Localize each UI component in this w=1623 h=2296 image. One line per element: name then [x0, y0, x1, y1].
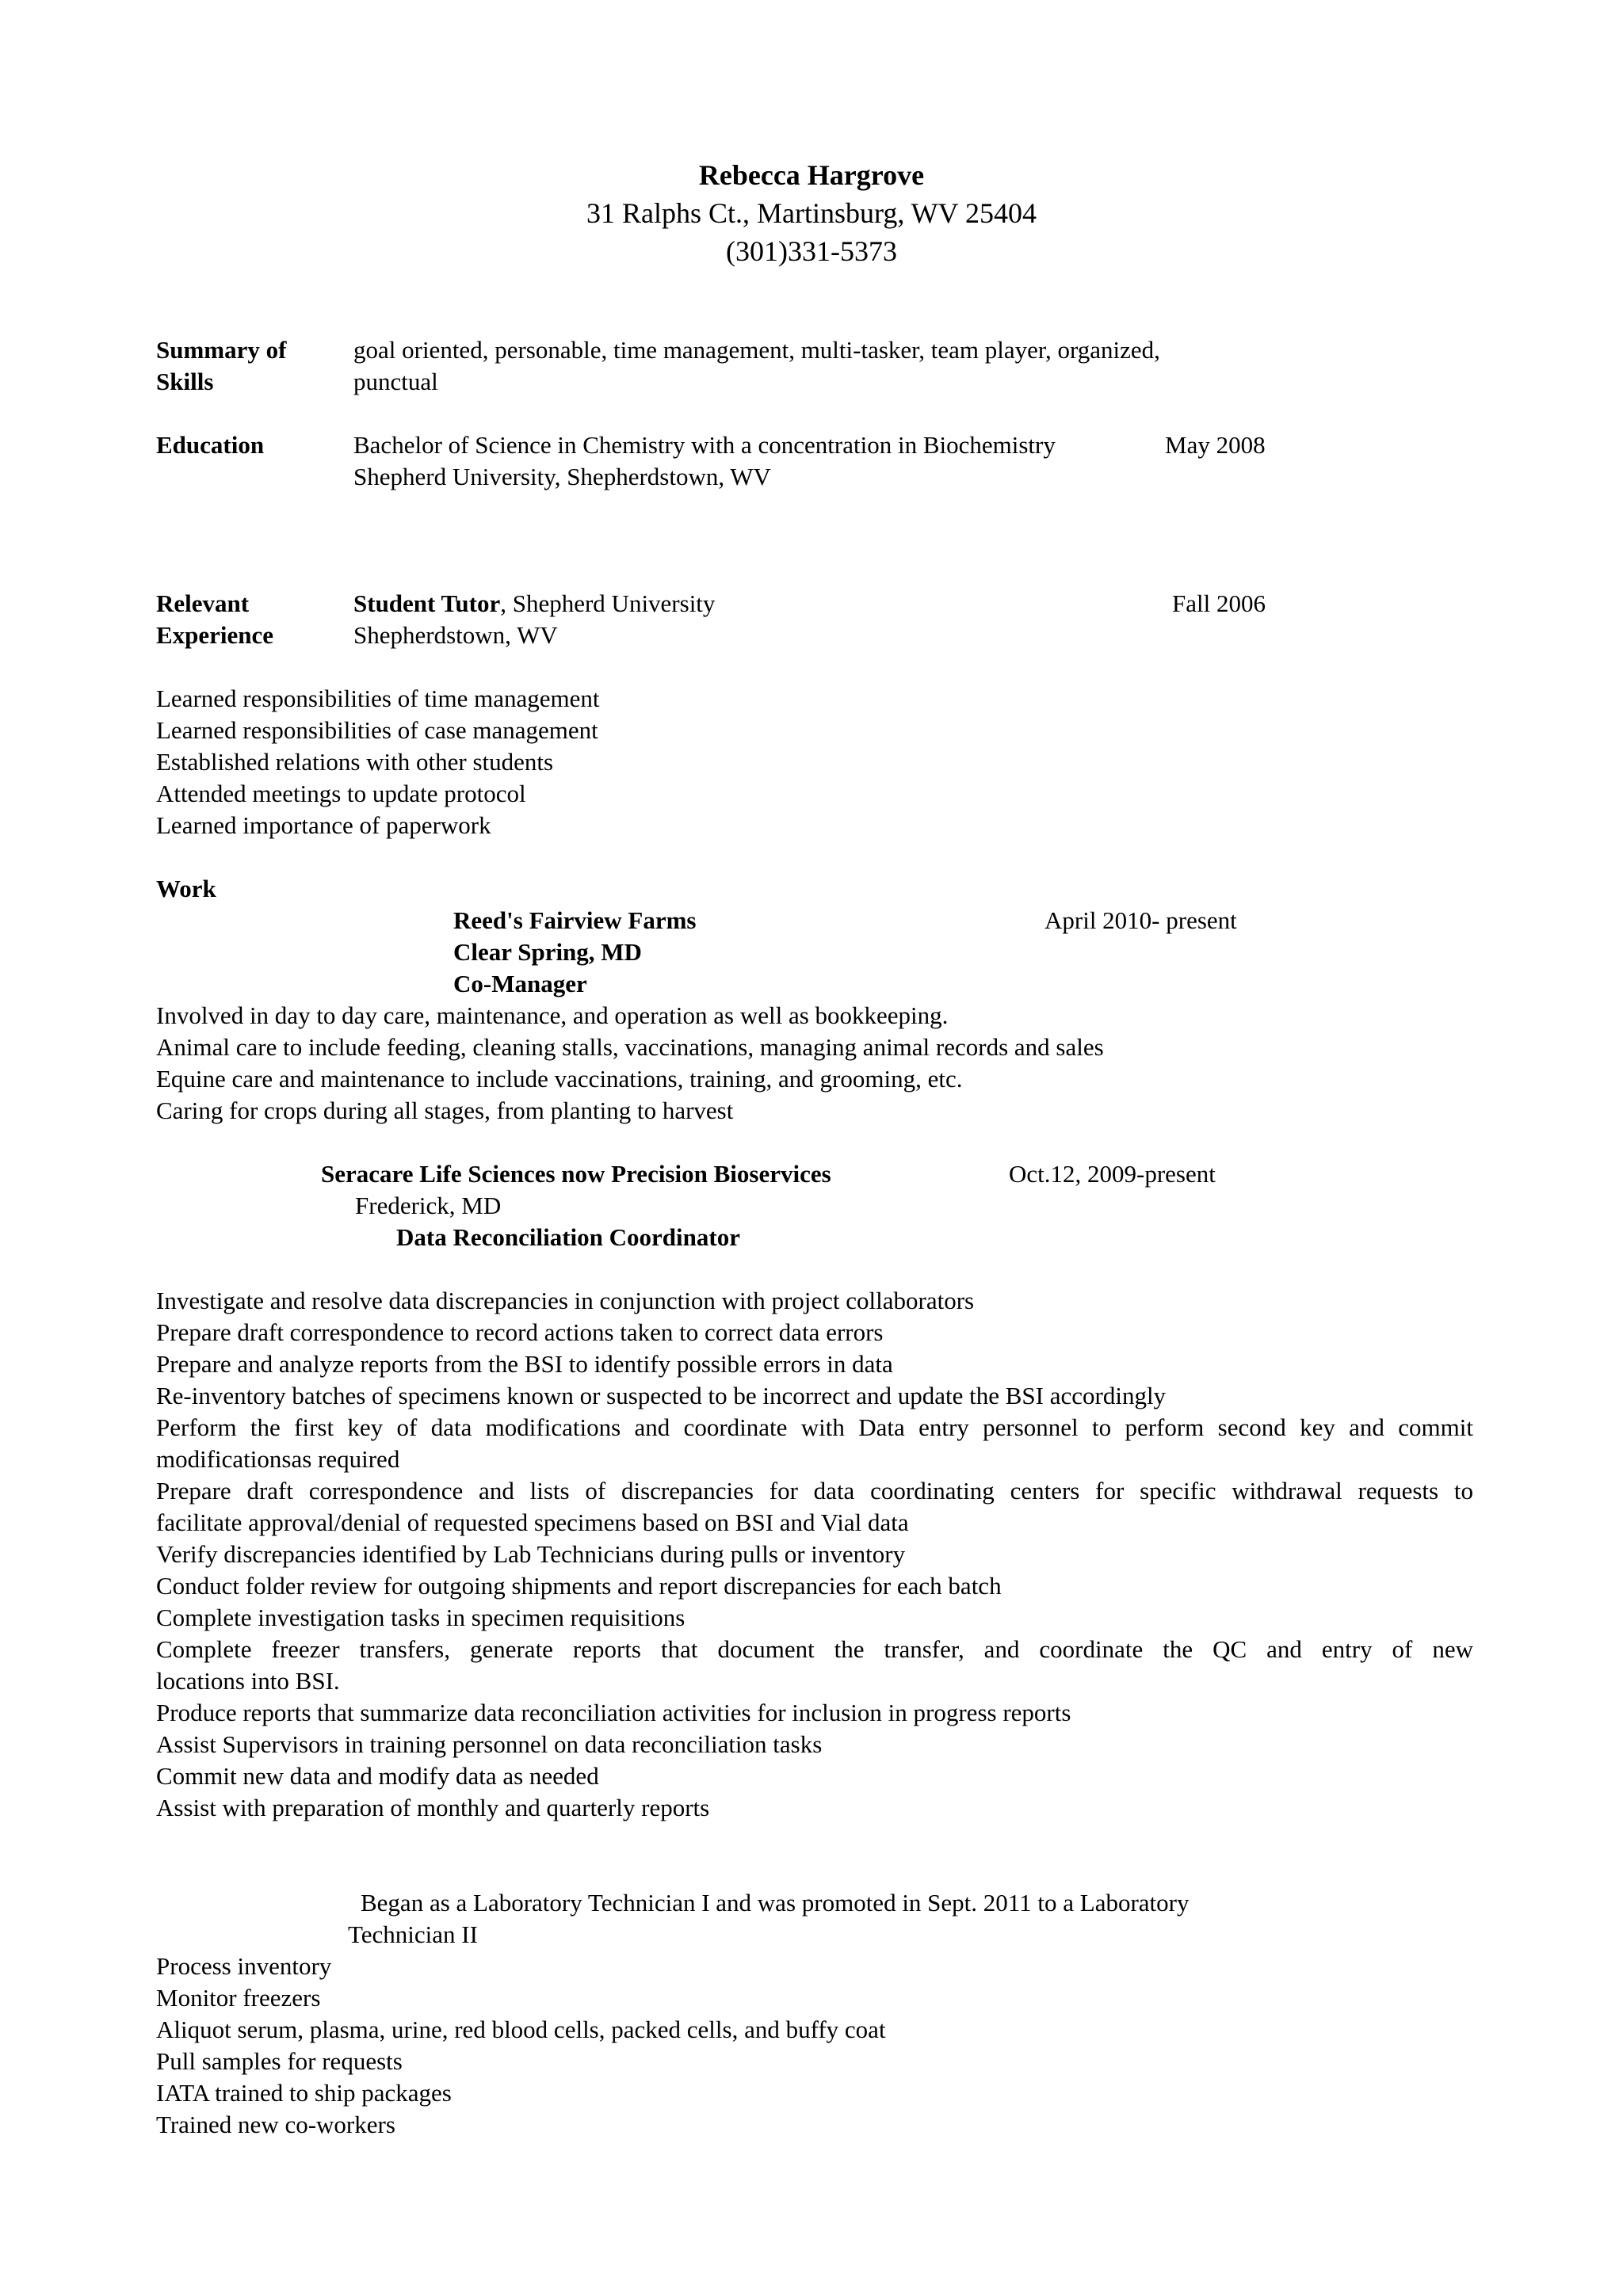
duty-item: Verify discrepancies identified by Lab Technicians during pulls or inventory — [156, 1540, 906, 1568]
education-heading: Education — [156, 431, 265, 459]
job-date: Oct.12, 2009-present — [1009, 1160, 1216, 1188]
education-degree: Bachelor of Science in Chemistry with a concentration in Biochemistry — [353, 431, 1056, 459]
duty-item: Learned responsibilities of case management — [156, 716, 598, 744]
job-org: Seracare Life Sciences now Precision Bioservices — [321, 1160, 831, 1188]
candidate-name: Rebecca Hargrove — [698, 159, 925, 191]
duty-item: Complete freezer transfers, generate reports that document the transfer, and coordinate the QC and entry of new — [156, 1635, 1473, 1663]
duty-item: Learned importance of paperwork — [156, 811, 491, 839]
duty-item: locations into BSI. — [156, 1667, 340, 1695]
relevant-position — [353, 588, 715, 620]
duty-item: Animal care to include feeding, cleaning stalls, vaccinations, managing animal records and sales — [156, 1033, 1104, 1061]
skills-heading: Skills — [156, 368, 214, 395]
duty-item: Pull samples for requests — [156, 2047, 403, 2075]
work-heading: Work — [156, 875, 216, 902]
duty-item: Learned responsibilities of time management — [156, 685, 600, 712]
job-org: Reed's Fairview Farms — [453, 906, 697, 934]
duty-item: Assist with preparation of monthly and quarterly reports — [156, 1794, 710, 1821]
duty-item: Attended meetings to update protocol — [156, 780, 526, 807]
duty-item: Involved in day to day care, maintenance, and operation as well as bookkeeping. — [156, 1001, 949, 1029]
skills-text: punctual — [353, 368, 438, 395]
duty-item: Conduct folder review for outgoing shipments and report discrepancies for each batch — [156, 1572, 1002, 1600]
candidate-phone: (301)331-5373 — [726, 235, 897, 267]
job-title: Co-Manager — [453, 970, 587, 997]
promotion-note: Began as a Laboratory Technician I and was promoted in Sept. 2011 to a Laboratory — [361, 1889, 1190, 1917]
duty-item: Equine care and maintenance to include vaccinations, training, and grooming, etc. — [156, 1065, 963, 1093]
duty-item: Established relations with other students — [156, 748, 554, 776]
duty-item: Monitor freezers — [156, 1984, 321, 2012]
duty-item: Re-inventory batches of specimens known or suspected to be incorrect and update the BSI accordingly — [156, 1382, 1167, 1409]
duty-item: Trained new co-workers — [156, 2111, 395, 2138]
duty-item: Commit new data and modify data as needed — [156, 1762, 599, 1790]
relevant-location: Shepherdstown, WV — [353, 621, 558, 649]
duty-item: Produce reports that summarize data reconciliation activities for inclusion in progress reports — [156, 1699, 1071, 1726]
duty-item: Prepare draft correspondence and lists of discrepancies for data coordinating centers for specific withdrawal requests to — [156, 1477, 1473, 1505]
duty-item: facilitate approval/denial of requested specimens based on BSI and Vial data — [156, 1508, 909, 1536]
position-title: Student Tutor — [353, 589, 501, 617]
duty-item: Complete investigation tasks in specimen requisitions — [156, 1604, 685, 1631]
position-org: , Shepherd University — [500, 589, 716, 617]
job-location: Frederick, MD — [355, 1192, 502, 1219]
education-date: May 2008 — [1165, 431, 1266, 459]
duty-item: Assist Supervisors in training personnel on data reconciliation tasks — [156, 1730, 823, 1758]
relevant-heading: Relevant — [156, 589, 250, 617]
relevant-heading: Experience — [156, 621, 274, 649]
job-location: Clear Spring, MD — [453, 938, 642, 966]
duty-item: Process inventory — [156, 1952, 332, 1980]
duty-item: Prepare and analyze reports from the BSI to identify possible errors in data — [156, 1350, 893, 1378]
duty-item: Perform the first key of data modifications and coordinate with Data entry personnel to perform second key and commit — [156, 1413, 1473, 1441]
skills-heading: Summary of — [156, 336, 287, 364]
job-date: April 2010- present — [1044, 906, 1237, 934]
promotion-note: Technician II — [348, 1920, 478, 1948]
duty-item: IATA trained to ship packages — [156, 2079, 452, 2107]
relevant-date: Fall 2006 — [1172, 589, 1266, 617]
duty-item: Prepare draft correspondence to record actions taken to correct data errors — [156, 1318, 884, 1346]
duty-item: modificationsas required — [156, 1445, 400, 1473]
candidate-address: 31 Ralphs Ct., Martinsburg, WV 25404 — [586, 197, 1037, 229]
education-school: Shepherd University, Shepherdstown, WV — [353, 463, 771, 490]
duty-item: Caring for crops during all stages, from planting to harvest — [156, 1097, 734, 1124]
duty-item: Investigate and resolve data discrepancies in conjunction with project collaborators — [156, 1287, 975, 1314]
duty-item: Aliquot serum, plasma, urine, red blood cells, packed cells, and buffy coat — [156, 2016, 886, 2043]
job-title: Data Reconciliation Coordinator — [396, 1223, 740, 1251]
skills-text: goal oriented, personable, time management, multi-tasker, team player, organized, — [353, 336, 1160, 364]
